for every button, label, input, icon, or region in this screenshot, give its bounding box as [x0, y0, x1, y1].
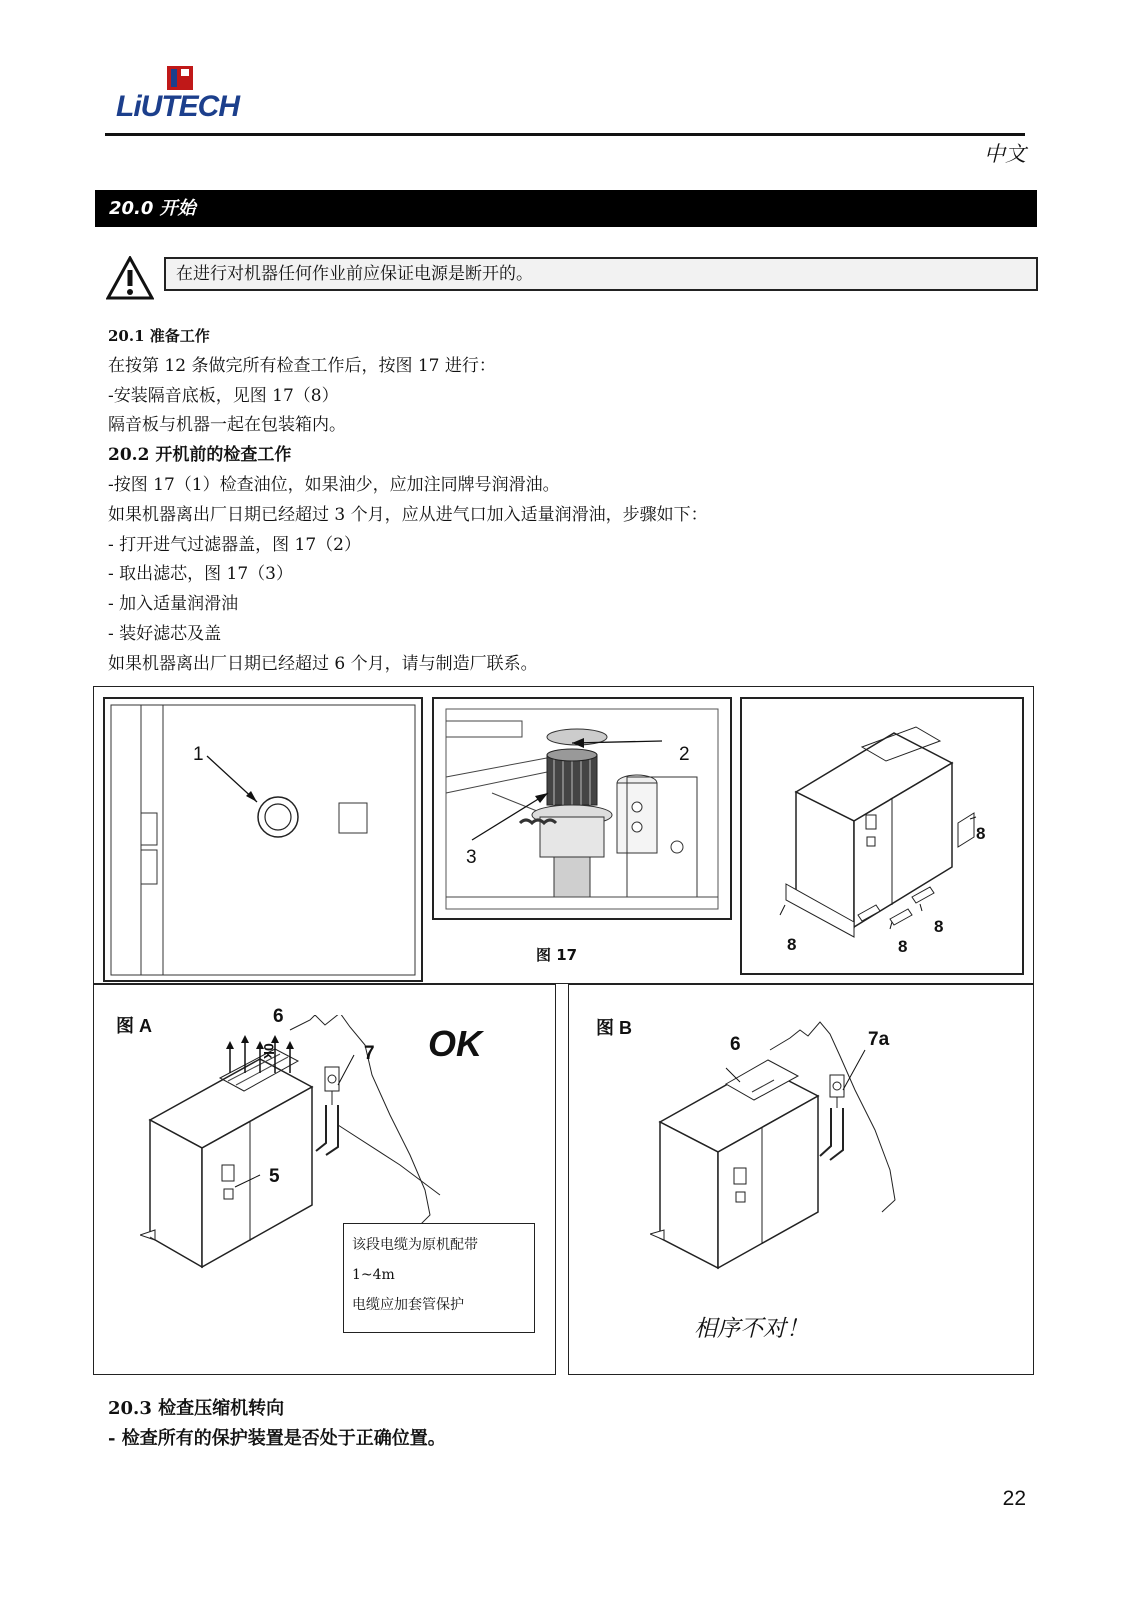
text-line [108, 1424, 446, 1450]
section-heading-20-3-text: 20.3 检查压缩机转向 [108, 1398, 285, 1419]
cable-note-line: 电缆应加套管保护 [352, 1297, 464, 1313]
phase-sequence-warning: 相序不对！ [694, 1316, 809, 1342]
callout-7: 7 [364, 1043, 375, 1064]
callout-8: 8 [787, 935, 797, 954]
footer-line-text: - 检查所有的保护装置是否处于正确位置。 [108, 1428, 446, 1449]
text-line: - 取出滤芯，图 17（3） [108, 564, 293, 585]
header-rule [105, 133, 1025, 136]
callout-8: 8 [898, 937, 908, 956]
figure-17-intake-filter-illustration [432, 697, 732, 920]
callout-8: 8 [934, 917, 944, 936]
figure-a-label: 图 A [116, 1016, 152, 1036]
cable-note-line: 1~4m [352, 1267, 395, 1283]
language-label: 中文 [984, 142, 1026, 166]
instructions [108, 322, 1028, 680]
section-title: 20.0 开始 [95, 190, 1037, 227]
cable-note-line: 该段电缆为原机配带 [352, 1237, 478, 1253]
callout-6: 6 [273, 1006, 284, 1027]
callout-8: 8 [976, 824, 986, 843]
airflow-ok-text: 0k [260, 1043, 277, 1059]
callout-2: 2 [679, 744, 690, 765]
figure-b-label: 图 B [596, 1018, 632, 1038]
warning-triangle-icon [106, 256, 154, 300]
text-line: - 加入适量润滑油 [108, 594, 239, 615]
warning-text: 在进行对机器任何作业前应保证电源是断开的。 [164, 257, 1038, 291]
text-line: -安装隔音底板，见图 17（8） [108, 385, 339, 406]
callout-3: 3 [466, 847, 477, 868]
text-line: 隔音板与机器一起在包装箱内。 [108, 415, 346, 436]
text-line: 在按第 12 条做完所有检查工作后，按图 17 进行： [108, 355, 496, 376]
page-number: 22 [1002, 1487, 1026, 1510]
text-line: -按图 17（1）检查油位，如果油少，应加注同牌号润滑油。 [108, 474, 560, 495]
callout-1: 1 [193, 744, 204, 765]
text-line: 如果机器离出厂日期已经超过 6 个月，请与制造厂联系。 [108, 653, 538, 674]
text-line: - 打开进气过滤器盖，图 17（2） [108, 534, 361, 555]
figure-17-oil-level-illustration [103, 697, 423, 982]
text-line: 如果机器离出厂日期已经超过 3 个月，应从进气口加入适量润滑油，步骤如下： [108, 504, 708, 525]
section-heading-20-3 [108, 1394, 284, 1420]
section-heading-20-2: 20.2 开机前的检查工作 [108, 445, 292, 466]
figure-17-caption: 图 17 [536, 946, 578, 964]
section-heading-20-1: 20.1 准备工作 [108, 327, 210, 345]
callout-6: 6 [730, 1034, 741, 1055]
callout-5: 5 [269, 1166, 280, 1187]
ok-label: OK [428, 1023, 482, 1064]
logo: LiUTECH [116, 90, 239, 123]
callout-7a: 7a [868, 1029, 890, 1050]
logo-mark-icon [167, 66, 193, 90]
text-line: - 装好滤芯及盖 [108, 623, 222, 644]
cable-note-box [343, 1223, 535, 1333]
figure-b-installation-illustration [650, 1020, 930, 1280]
